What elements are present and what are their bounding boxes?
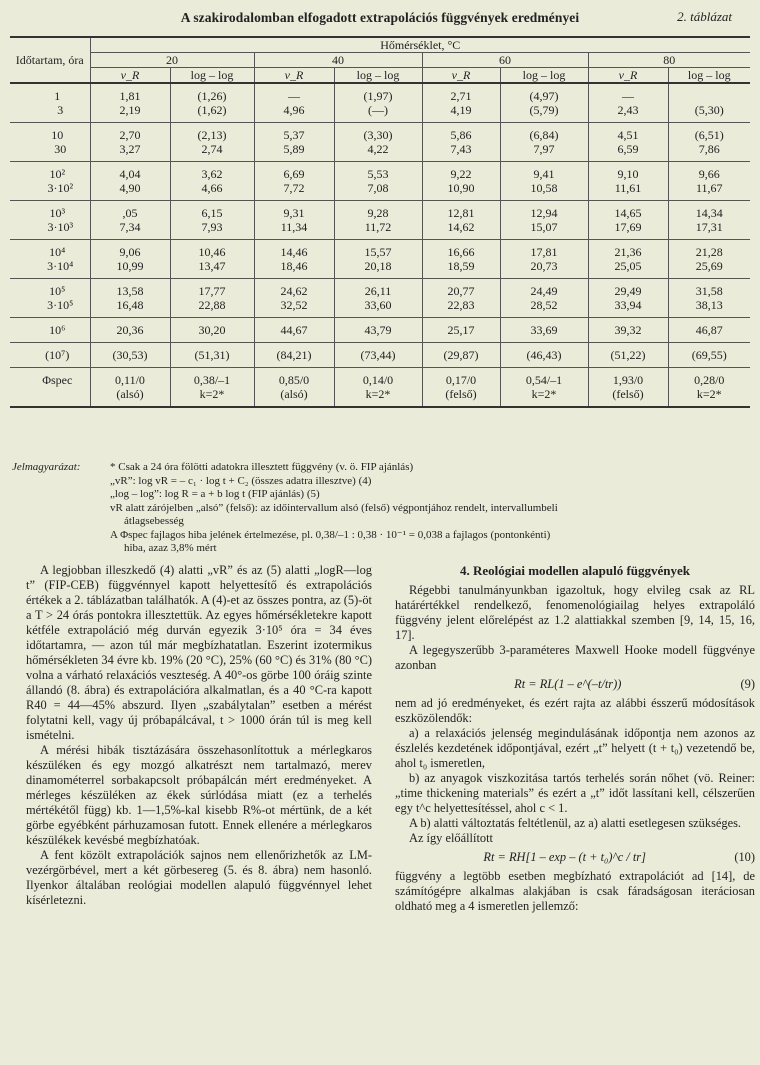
table-cell: 12,81 14,62: [422, 201, 500, 240]
duration-cell: 10⁵ 3·10⁵: [10, 279, 90, 318]
table-cell: 1,81 2,19: [90, 83, 170, 123]
duration-cell: 10 30: [10, 123, 90, 162]
table-cell: — 4,96: [254, 83, 334, 123]
table-cell: 6,69 7,72: [254, 162, 334, 201]
table-cell: 2,71 4,19: [422, 83, 500, 123]
table-cell: 20,77 22,83: [422, 279, 500, 318]
duration-cell: 10² 3·10²: [10, 162, 90, 201]
table-cell: 44,67: [254, 318, 334, 343]
table-cell: 10,46 13,47: [170, 240, 254, 279]
table-cell: 24,49 28,52: [500, 279, 588, 318]
equation-10-expr: Rt = RH[1 – exp – (t + t₀)^c / tr]: [483, 850, 646, 864]
table-cell: (5,30): [668, 83, 750, 123]
table-cell: (6,84) 7,97: [500, 123, 588, 162]
table-cell: (30,53): [90, 343, 170, 368]
table-cell: 46,87: [668, 318, 750, 343]
table-cell: 9,06 10,99: [90, 240, 170, 279]
legend-line: „log – log”: log R = a + b log t (FIP ajánlás) (5): [110, 488, 320, 500]
subheader-vr: v_R: [422, 68, 500, 84]
table-cell: 39,32: [588, 318, 668, 343]
table-cell: 14,34 17,31: [668, 201, 750, 240]
legend-line: A Φspec fajlagos hiba jelének értelmezése, pl. 0,38/–1 : 0,38 · 10⁻¹ = 0,038 a fajlagos (pontonkénti): [110, 528, 551, 541]
table-cell: 9,28 11,72: [334, 201, 422, 240]
legend-line: átlagsebesség: [124, 515, 184, 527]
table-title: A szakirodalomban elfogadott extrapolációs függvények eredményei: [180, 10, 580, 25]
table-cell: 16,66 18,59: [422, 240, 500, 279]
table-cell: (73,44): [334, 343, 422, 368]
table-cell: 26,11 33,60: [334, 279, 422, 318]
table-row: [10, 201, 750, 240]
list-item-b: b) az anyagok viszkozitása tartós terhelés során nőhet (vö. Reiner: „time thickening materials” és ezért a „t” időt lassítani kell, célszerűen egy t^c helyettesítéssel, ahol c < 1.: [395, 771, 755, 815]
duration-cell: 10⁶: [10, 318, 90, 343]
table-row: [10, 83, 750, 123]
paragraph: A legegyszerűbb 3-paraméteres Maxwell Hooke modell függvénye azonban: [395, 643, 755, 672]
table-cell: 0,17/0 (felső): [422, 368, 500, 408]
equation-9-number: (9): [740, 677, 755, 691]
duration-cell: (10⁷): [10, 343, 90, 368]
table-cell: 15,57 20,18: [334, 240, 422, 279]
table-cell: 20,36: [90, 318, 170, 343]
paragraph: A fent közölt extrapolációk sajnos nem ellenőrizhetők az LM-vezérgörbével, mert a két görbesereg (5. és 8. ábra) nem hasonló. Ilyenkor általában reológiai modellen alapuló függvénnyel lehet kísérletezni.: [26, 848, 372, 907]
table-cell: 14,46 18,46: [254, 240, 334, 279]
equation-10: [395, 850, 755, 865]
subheader-loglog: log – log: [334, 68, 422, 84]
table-cell: 21,36 25,05: [588, 240, 668, 279]
equation-10-number: (10): [734, 850, 755, 864]
results-table: [10, 36, 750, 408]
table-cell: 31,58 38,13: [668, 279, 750, 318]
table-cell: (51,22): [588, 343, 668, 368]
table-cell: 5,86 7,43: [422, 123, 500, 162]
table-cell: (84,21): [254, 343, 334, 368]
section-title: 4. Reológiai modellen alapuló függvények: [459, 563, 691, 578]
table-cell: 0,14/0 k=2*: [334, 368, 422, 408]
table-cell: 2,70 3,27: [90, 123, 170, 162]
table-cell: 0,28/0 k=2*: [668, 368, 750, 408]
equation-9: [395, 677, 755, 692]
duration-cell: Φspec: [10, 368, 90, 408]
paragraph: függvény a legtöbb esetben megbízható extrapolációt ad [14], de számítógépre alkalmas alakjában is csak fáradságosan iteráciosan oldható meg a 4 ismeretlen jellemző:: [395, 869, 755, 913]
table-cell: (29,87): [422, 343, 500, 368]
left-column: [26, 563, 372, 908]
table-cell: (69,55): [668, 343, 750, 368]
legend-line: vR alatt zárójelben „alsó” (felső): az időintervallum alsó (felső) végpontjához rendelt, intervallumbeli: [110, 501, 558, 514]
table-cell: 43,79: [334, 318, 422, 343]
table-cell: (4,97) (5,79): [500, 83, 588, 123]
table-cell: 0,85/0 (alsó): [254, 368, 334, 408]
table-row: [10, 279, 750, 318]
legend-line: „vR”: log vR = – c₁ · log t + C₂ (összes adatra illesztve) (4): [110, 474, 372, 487]
table-cell: 30,20: [170, 318, 254, 343]
table-cell: (51,31): [170, 343, 254, 368]
table-cell: 9,41 10,58: [500, 162, 588, 201]
subheader-loglog: log – log: [500, 68, 588, 84]
temperature-header: Hőmérséklet, °C: [90, 37, 750, 53]
table-cell: (46,43): [500, 343, 588, 368]
legend-line: hiba, azaz 3,8% mért: [124, 542, 217, 554]
list-item-a: a) a relaxációs jelenség megindulásának időpontja nem azonos az észlelés kezdetének időpontjával, ezért „t” helyett (t + t₀) vezetendő be, ahol t₀ ismeretlen,: [395, 726, 755, 770]
legend-title: Jelmagyarázat:: [12, 461, 81, 473]
equation-9-expr: Rt = RL(1 – e^(–t/tr)): [514, 677, 622, 691]
table-row: [10, 368, 750, 408]
table-cell: 33,69: [500, 318, 588, 343]
table-cell: 9,31 11,34: [254, 201, 334, 240]
right-column: [395, 563, 755, 914]
table-cell: (3,30) 4,22: [334, 123, 422, 162]
duration-cell: 1 3: [10, 83, 90, 123]
paragraph: A b) alatti változtatás feltétlenül, az a) alatti esetlegesen szükséges.: [409, 816, 741, 830]
paragraph: Régebbi tanulmányunkban igazoltuk, hogy elvileg csak az RL határértékkel rendelkező, fenomenológiailag helyes extrapoláló függvény jelent előrelépést az 1.2 alattiakkal szemben [9, 14, 15, 16, 17].: [395, 583, 755, 642]
table-cell: (2,13) 2,74: [170, 123, 254, 162]
table-row: [10, 318, 750, 343]
subheader-loglog: log – log: [170, 68, 254, 84]
table-cell: 21,28 25,69: [668, 240, 750, 279]
paragraph: Az így előállított: [409, 831, 493, 845]
table-cell: 4,04 4,90: [90, 162, 170, 201]
table-cell: (1,97) (—): [334, 83, 422, 123]
table-cell: (6,51) 7,86: [668, 123, 750, 162]
temp-60-header: 60: [422, 53, 588, 68]
table-row: [10, 343, 750, 368]
subheader-loglog: log – log: [668, 68, 750, 84]
table-cell: 5,37 5,89: [254, 123, 334, 162]
table-cell: 25,17: [422, 318, 500, 343]
temp-80-header: 80: [588, 53, 750, 68]
paragraph: nem ad jó eredményeket, és ezért rajta az alábbi ésszerű módosítások eszközölendők:: [395, 696, 755, 725]
table-cell: 17,77 22,88: [170, 279, 254, 318]
table-cell: 5,53 7,08: [334, 162, 422, 201]
table-cell: 12,94 15,07: [500, 201, 588, 240]
legend-body: [110, 461, 750, 556]
duration-cell: 10³ 3·10³: [10, 201, 90, 240]
table-cell: 9,22 10,90: [422, 162, 500, 201]
legend-line: * Csak a 24 óra fölötti adatokra illesztett függvény (v. ö. FIP ajánlás): [110, 461, 414, 473]
table-cell: 3,62 4,66: [170, 162, 254, 201]
table-cell: 6,15 7,93: [170, 201, 254, 240]
table-cell: 9,10 11,61: [588, 162, 668, 201]
table-cell: 17,81 20,73: [500, 240, 588, 279]
subheader-vr: v_R: [588, 68, 668, 84]
table-cell: 0,11/0 (alsó): [90, 368, 170, 408]
table-cell: (1,26) (1,62): [170, 83, 254, 123]
table-cell: 1,93/0 (felső): [588, 368, 668, 408]
table-row: [10, 240, 750, 279]
subheader-vr: v_R: [90, 68, 170, 84]
table-cell: 24,62 32,52: [254, 279, 334, 318]
table-cell: 13,58 16,48: [90, 279, 170, 318]
table-cell: ,05 7,34: [90, 201, 170, 240]
paragraph: A mérési hibák tisztázására összehasonlítottuk a mérlegkaros készüléken és egy mozgó alkatrészt nem tartalmazó, merev dinamométerrel sorbakapcsolt próbapálcán mért eredményeket. A mérleges készüléken az ékek súrlódása miatt (ez a terhelés mértékétől függ) kb. 1—1,5%-kal kisebb R%-ot mértünk, de a két görbe egyébként párhuzamosan futott. Ennek ellenére a mérlegkaros készülékek kevésbé megbízhatóak.: [26, 743, 372, 847]
table-cell: 29,49 33,94: [588, 279, 668, 318]
table-cell: 4,51 6,59: [588, 123, 668, 162]
paragraph: A legjobban illeszkedő (4) alatti „vR” és az (5) alatti „logR—log t” (FIP-CEB) függvénnyel kapott helyettesítő és extrapolációs értékek a 2. táblázatban találhatók. A (4)-et az összes pontra, az (5)-öt a T > 24 órás pontokra illesztettük. Az egyes hőmérsékletekre kapott kétféle extrapoláció még durván egyezik 3·10⁵ óra = 34 éves időtartamra, — azon túl már megbízhatatlan. Eszerint izotermikus hőmérsékleten 34 évre kb. 19% (20 °C), 25% (60 °C) és 31% (80 °C) volna a várható relaxációs veszteség. A 40°-os görbe 100 óráig szinte állandó (8. ábra) és extrapolációra alkalmatlan, és a 40 °C-ra kapott R40 = 44—45% abszurd. Ilyen „szabálytalan” esetben a mérést folytatni kell, vagy új próbapálcával, t > 1000 órán túl is meg kell ismételni.: [26, 563, 372, 742]
duration-header: Időtartam, óra: [10, 37, 90, 83]
table-number: 2. táblázat: [677, 9, 732, 24]
table-cell: 14,65 17,69: [588, 201, 668, 240]
table-cell: — 2,43: [588, 83, 668, 123]
table-cell: 9,66 11,67: [668, 162, 750, 201]
subheader-vr: v_R: [254, 68, 334, 84]
table-row: [10, 162, 750, 201]
table-row: [10, 123, 750, 162]
table-cell: 0,38/–1 k=2*: [170, 368, 254, 408]
duration-cell: 10⁴ 3·10⁴: [10, 240, 90, 279]
temp-40-header: 40: [254, 53, 422, 68]
table-cell: 0,54/–1 k=2*: [500, 368, 588, 408]
temp-20-header: 20: [90, 53, 254, 68]
